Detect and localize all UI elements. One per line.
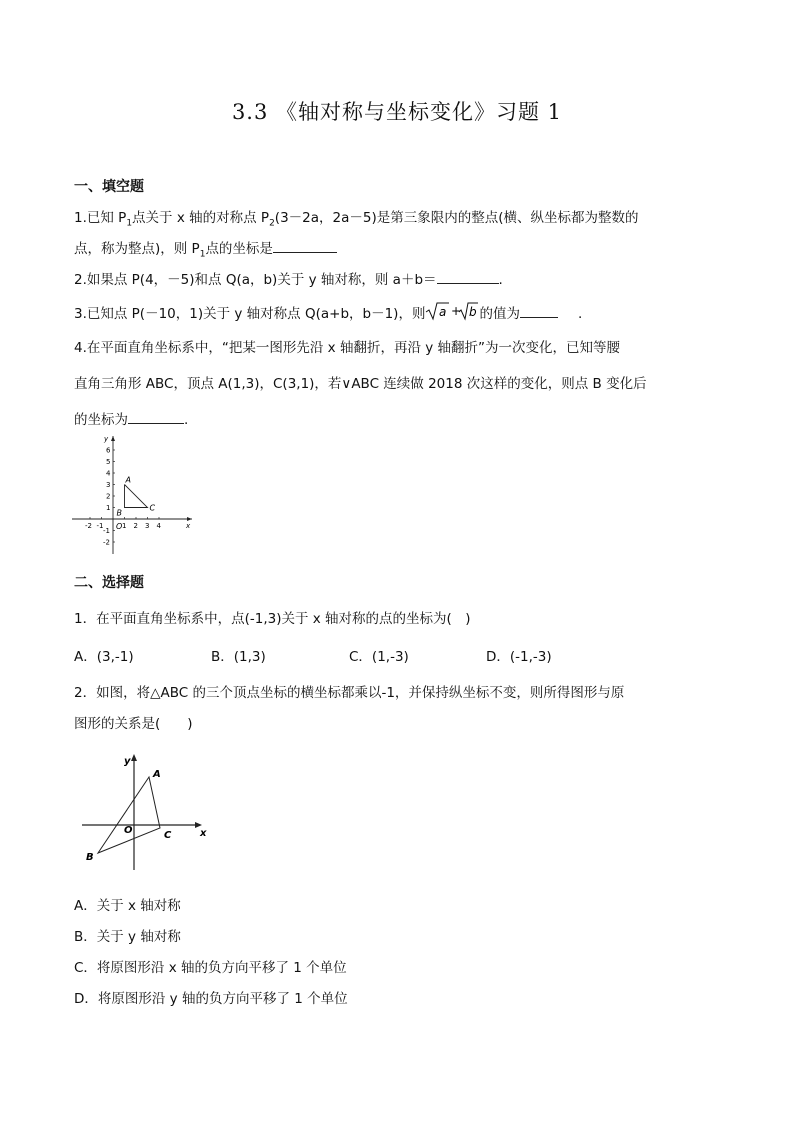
q4-line3-text: 的坐标为 bbox=[74, 412, 128, 428]
q3-pre: 3.已知点 P(－10，1)关于 y 轴对称点 Q(a+b，b－1)，则 bbox=[74, 306, 426, 322]
question-1-line-2 bbox=[74, 237, 337, 260]
q3-radicand-b: b bbox=[469, 305, 478, 319]
q3-end: . bbox=[577, 306, 583, 322]
fig2-y-label: y bbox=[124, 756, 131, 767]
mc-question-2-line-1: 2．如图，将△ABC 的三个顶点坐标的横坐标都乘以-1，并保持纵坐标不变，则所得图形与原 bbox=[74, 685, 625, 701]
fig2-label-c: C bbox=[164, 830, 172, 841]
q3-sqrt-expression bbox=[425, 301, 479, 325]
fig2-y-arrow-icon bbox=[131, 754, 137, 761]
q1-line2-text: 点，称为整点)，则 P bbox=[74, 241, 200, 257]
mc1-option-b[interactable]: B．(1,3) bbox=[211, 649, 266, 665]
mc2-option-d[interactable]: D．将原图形沿 y 轴的负方向平移了 1 个单位 bbox=[74, 991, 348, 1007]
fig1-y-tick-label: 4 bbox=[106, 469, 111, 478]
q1-text-c: (3－2a，2a－5)是第三象限内的整点(横、纵坐标都为整数的 bbox=[274, 210, 639, 226]
q1-text-b: 点关于 x 轴的对称点 P bbox=[132, 210, 270, 226]
question-1-line-1 bbox=[74, 206, 639, 229]
mc-question-1: 1．在平面直角坐标系中，点(-1,3)关于 x 轴对称的点的坐标为( ) bbox=[74, 611, 471, 627]
q3-plus: + bbox=[451, 304, 462, 318]
mc2-option-b[interactable]: B．关于 y 轴对称 bbox=[74, 929, 181, 945]
fig1-y-tick-label: 1 bbox=[106, 504, 111, 512]
q1-text-a: 1.已知 P bbox=[74, 210, 127, 226]
q2-end: . bbox=[498, 272, 503, 288]
mc-question-2-line-2: 图形的关系是( ) bbox=[74, 716, 193, 732]
section-fill-in-heading: 一、填空题 bbox=[74, 179, 144, 195]
radical-icon bbox=[425, 301, 479, 321]
q1-sub-a: 1 bbox=[126, 218, 133, 229]
q4-answer-blank[interactable] bbox=[128, 409, 184, 424]
fig1-label-c: C bbox=[149, 503, 156, 513]
fig1-x-tick-label: 1 bbox=[122, 522, 127, 530]
question-4-line-3 bbox=[74, 408, 188, 428]
q1-sub-b: 2 bbox=[269, 218, 275, 229]
fig2-label-b: B bbox=[86, 852, 94, 863]
page-title: 3.3 《轴对称与坐标变化》习题 1 bbox=[231, 100, 563, 124]
fig2-label-a: A bbox=[153, 769, 161, 780]
fig1-triangle bbox=[125, 485, 148, 508]
fig1-x-arrow-icon bbox=[187, 517, 192, 521]
coordinate-figure-2 bbox=[78, 750, 212, 874]
question-2 bbox=[74, 268, 503, 288]
mc2-option-a[interactable]: A．关于 x 轴对称 bbox=[74, 898, 181, 914]
fig1-y-tick-label: 2 bbox=[106, 492, 111, 501]
fig1-x-tick-label: -1 bbox=[96, 522, 104, 530]
fig2-x-label: x bbox=[200, 828, 207, 839]
fig1-x-tick-label: 4 bbox=[156, 522, 161, 530]
section-choice-heading: 二、选择题 bbox=[74, 575, 144, 591]
fig1-x-label: x bbox=[186, 522, 191, 530]
q1-line2-tail: 点的坐标是 bbox=[205, 241, 273, 257]
mc1-option-d[interactable]: D．(-1,-3) bbox=[486, 649, 552, 665]
mc1-option-a[interactable]: A．(3,-1) bbox=[74, 649, 134, 665]
fig1-origin-label: O bbox=[116, 522, 123, 531]
q1-line2-sub: 1 bbox=[199, 249, 206, 260]
fig1-label-a: A bbox=[125, 475, 131, 485]
mc2-option-c[interactable]: C．将原图形沿 x 轴的负方向平移了 1 个单位 bbox=[74, 960, 347, 976]
fig1-y-tick-label: -2 bbox=[103, 538, 110, 547]
q1-answer-blank[interactable] bbox=[273, 238, 337, 253]
question-4-line-1: 4.在平面直角坐标系中，“把某一图形先沿 x 轴翻折，再沿 y 轴翻折”为一次变化，已知等腰 bbox=[74, 340, 621, 356]
fig1-y-tick-label: 3 bbox=[106, 481, 111, 489]
fig2-triangle bbox=[98, 777, 160, 853]
q2-text: 2.如果点 P(4，－5)和点 Q(a，b)关于 y 轴对称，则 a＋b＝ bbox=[74, 272, 437, 288]
fig1-x-tick-label: 2 bbox=[133, 522, 138, 530]
question-4-line-2: 直角三角形 ABC，顶点 A(1,3)，C(3,1)，若∨ABC 连续做 2018 次这样的变化，则点 B 变化后 bbox=[74, 376, 647, 392]
q4-end: . bbox=[184, 412, 189, 428]
fig1-ticks bbox=[85, 447, 162, 547]
question-3 bbox=[74, 301, 582, 325]
fig1-x-tick-label: 3 bbox=[145, 522, 150, 530]
q2-answer-blank[interactable] bbox=[437, 269, 499, 284]
fig1-y-label: y bbox=[104, 435, 109, 443]
fig1-label-b: B bbox=[116, 508, 122, 518]
fig1-y-tick-label: 5 bbox=[106, 458, 111, 466]
q3-answer-blank[interactable] bbox=[520, 303, 558, 318]
q3-post: 的值为 bbox=[479, 306, 520, 322]
fig1-x-tick-label: -2 bbox=[85, 522, 92, 530]
fig2-origin-label: O bbox=[124, 825, 133, 836]
coordinate-figure-1 bbox=[70, 432, 196, 556]
fig1-y-tick-label: 6 bbox=[106, 446, 111, 455]
fig1-y-tick-label: -1 bbox=[103, 527, 110, 535]
fig1-y-arrow-icon bbox=[111, 436, 115, 441]
q3-radicand-a: a bbox=[439, 305, 447, 319]
mc1-option-c[interactable]: C．(1,-3) bbox=[349, 649, 409, 665]
